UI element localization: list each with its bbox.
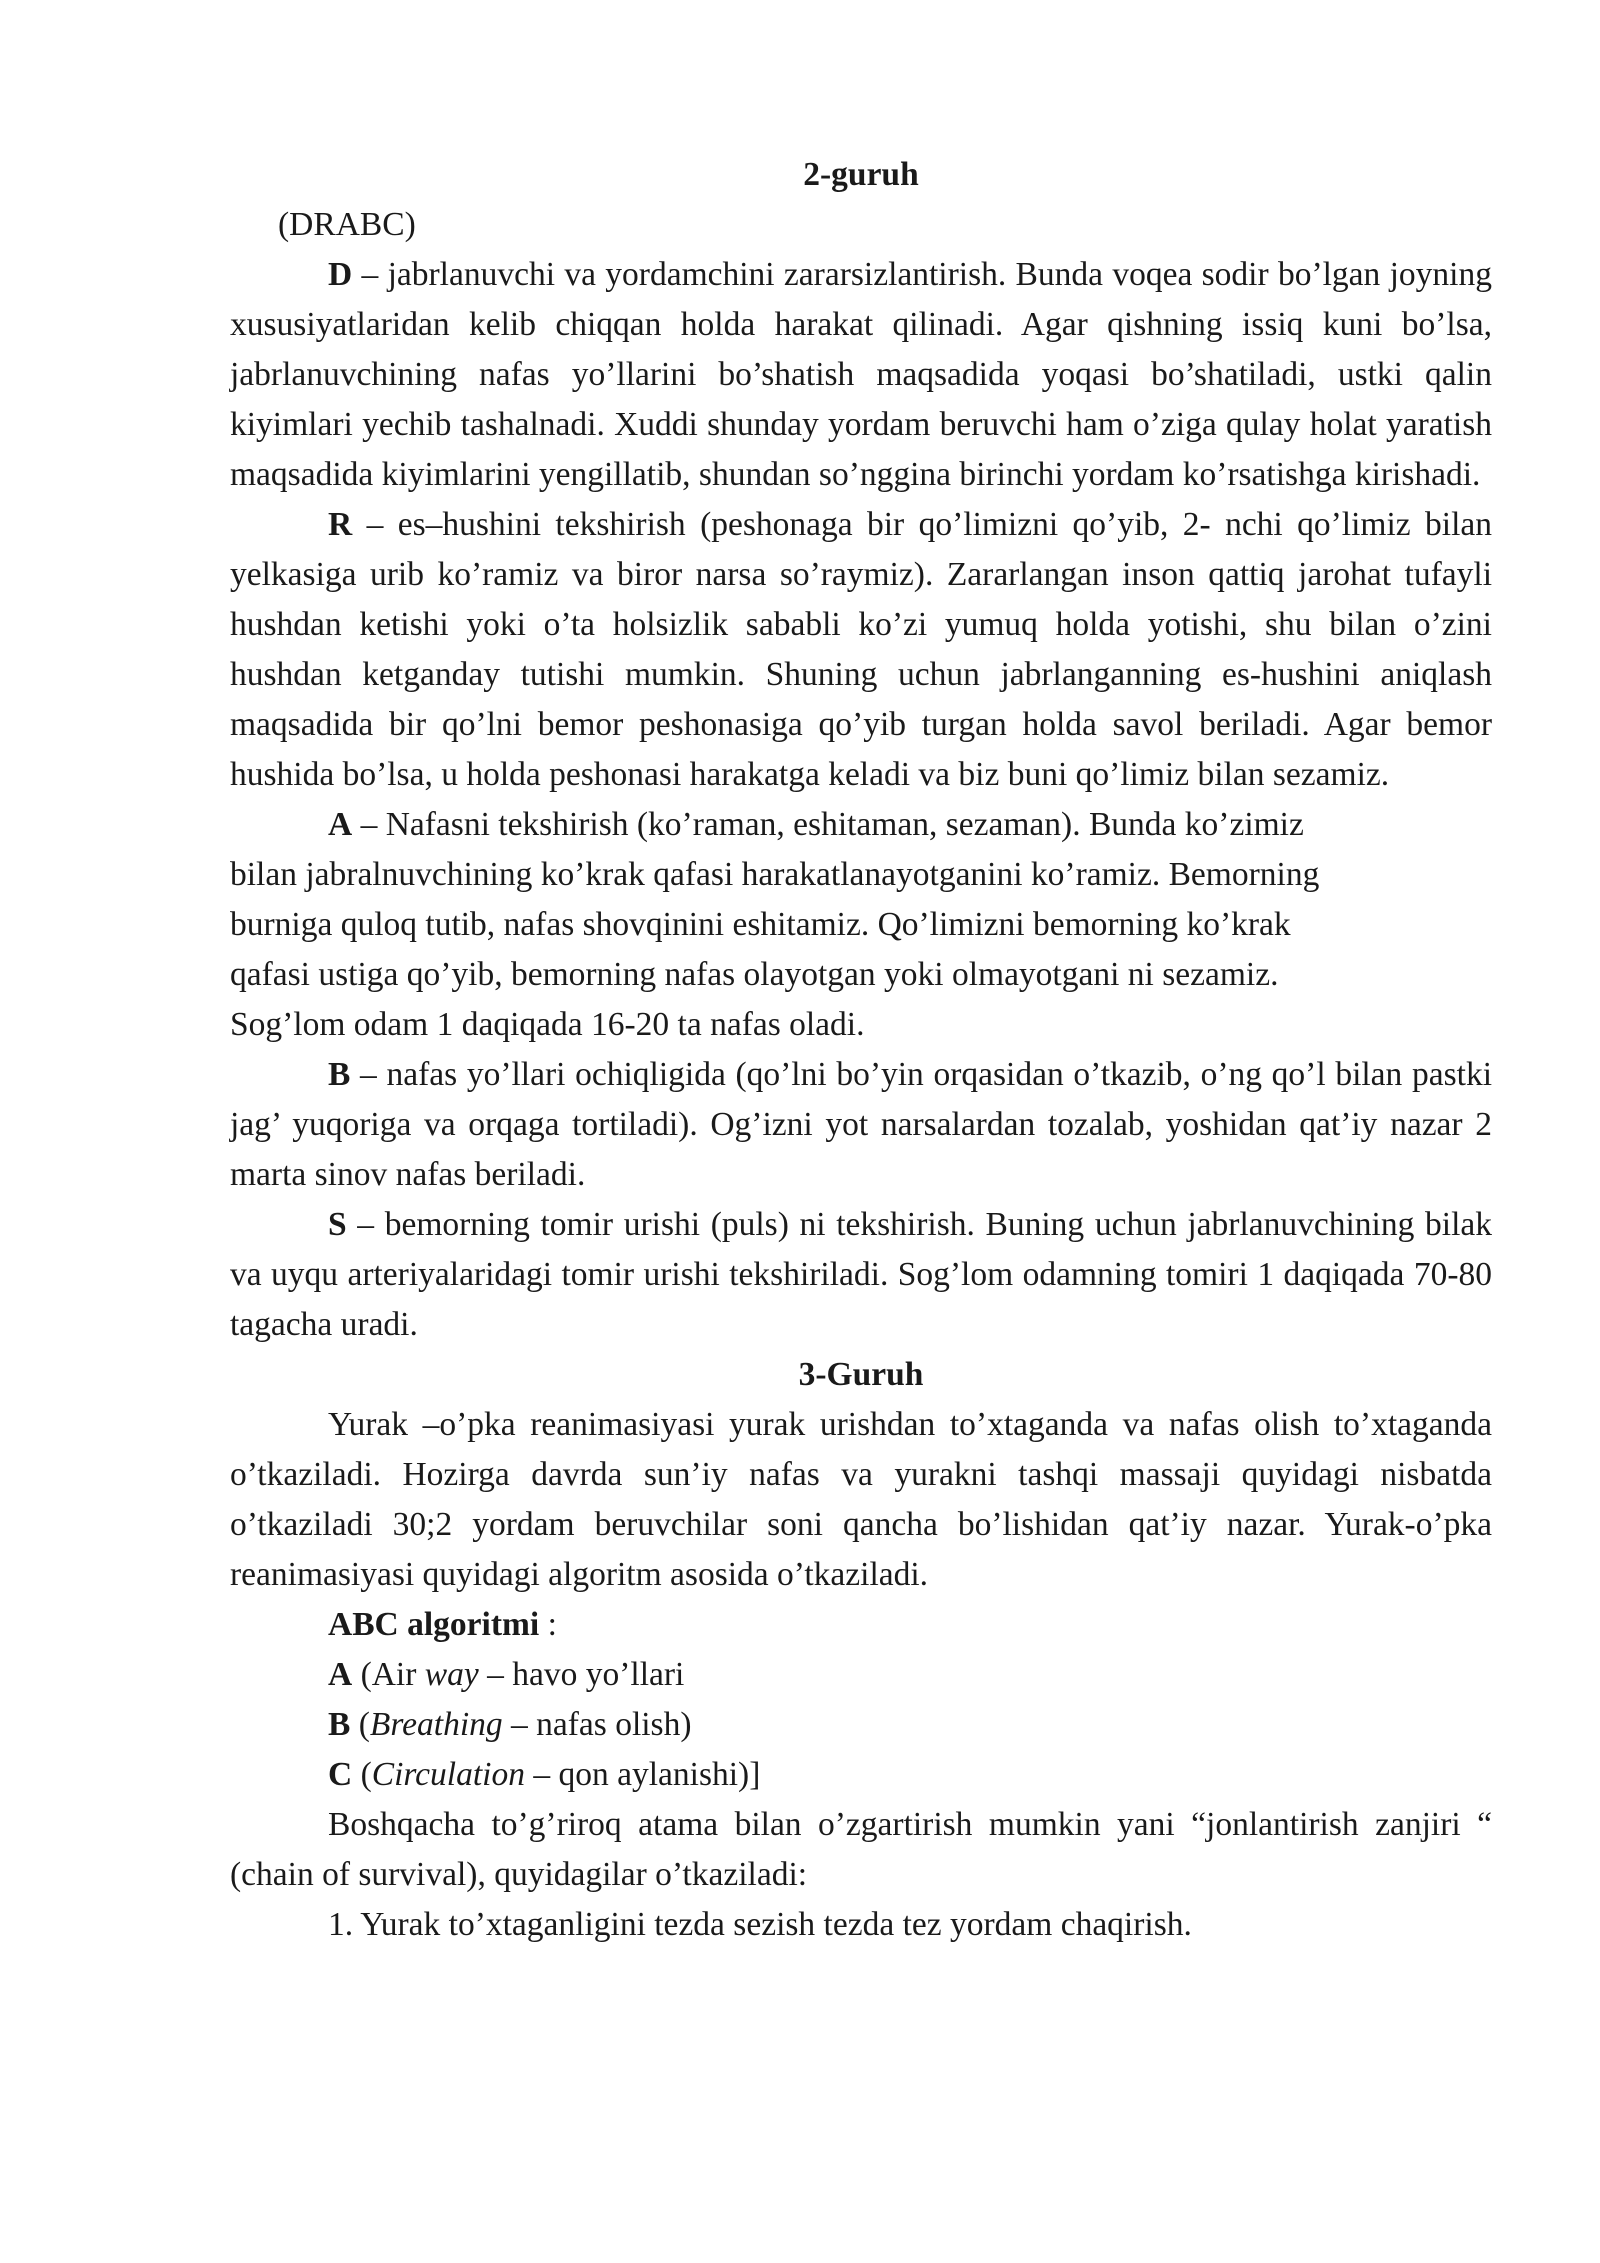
paragraph-d	[230, 250, 1492, 500]
abc-item-a-letter: A	[328, 1656, 353, 1693]
abc-item-b-italic: Breathing	[369, 1706, 503, 1743]
document-page	[230, 150, 1492, 1950]
paragraph-s	[230, 1200, 1492, 1350]
abc-item-a-italic: way	[424, 1656, 479, 1693]
letter-r: R	[328, 506, 353, 543]
abc-item-c-open: (	[352, 1756, 372, 1793]
paragraph-a-text: – Nafasni tekshirish (ko’raman, eshitaman, sezaman). Bunda ko’zimiz	[352, 806, 1304, 843]
abc-colon: :	[539, 1606, 557, 1643]
abc-title-line	[230, 1600, 1492, 1650]
paragraph-yurak: Yurak –o’pka reanimasiyasi yurak urishdan to’xtaganda va nafas olish to’xtaganda o’tkaziladi. Hozirga davrda sun’iy nafas va yurakni tashqi massaji quyidagi nisbatda o’tkaziladi 30;2 yordam beruvchilar soni qancha bo’lishidan qat’iy nazar. Yurak-o’pka reanimasiyasi quyidagi algoritm asosida o’tkaziladi.	[230, 1406, 1492, 1593]
letter-d: D	[328, 256, 353, 293]
abc-title: ABC algoritmi	[328, 1606, 540, 1643]
list-item-1: 1. Yurak to’xtaganligini tezda sezish tezda tez yordam chaqirish.	[328, 1906, 1192, 1943]
letter-a: A	[328, 806, 353, 843]
paragraph-a-line: Sog’lom odam 1 daqiqada 16-20 ta nafas oladi.	[230, 1006, 865, 1043]
section-heading-2-guruh: 2-guruh	[803, 156, 919, 193]
drabc-label: (DRABC)	[278, 206, 416, 243]
paragraph-boshqacha: Boshqacha to’g’riroq atama bilan o’zgartirish mumkin yani “jonlantirish zanjiri “ (chain of survival), quyidagilar o’tkaziladi:	[230, 1806, 1492, 1893]
paragraph-a-line: burniga quloq tutib, nafas shovqinini eshitamiz. Qo’limizni bemorning ko’krak	[230, 906, 1291, 943]
paragraph-a	[230, 800, 1492, 1050]
abc-item-c	[230, 1750, 1492, 1800]
paragraph-r	[230, 500, 1492, 800]
abc-item-c-rest: – qon aylanishi)]	[524, 1756, 761, 1793]
paragraph-b	[230, 1050, 1492, 1200]
paragraph-d-text: – jabrlanuvchi va yordamchini zararsizlantirish. Bunda voqea sodir bo’lgan joyning xususiyatlaridan kelib chiqqan holda harakat qilinadi. Agar qishning issiq kuni bo’lsa, jabrlanuvchining nafas yo’llarini bo’shatish maqsadida yoqasi bo’shatiladi, ustki qalin kiyimlari yechib tashalnadi. Xuddi shunday yordam beruvchi ham o’ziga qulay holat yaratish maqsadida kiyimlarini yengillatib, shundan so’nggina birinchi yordam ko’rsatishga kirishadi.	[230, 256, 1492, 493]
abc-item-a	[230, 1650, 1492, 1700]
paragraph-r-text: – es–hushini tekshirish (peshonaga bir qo’limizni qo’yib, 2- nchi qo’limiz bilan yelkasiga urib ko’ramiz va biror narsa so’raymiz). Zararlangan inson qattiq jarohat tufayli hushdan ketishi yoki o’ta holsizlik sababli ko’zi yumuq holda yotishi, shu bilan o’zini hushdan ketganday tutishi mumkin. Shuning uchun jabrlanganning es-hushini aniqlash maqsadida bir qo’lni bemor peshonasiga qo’yib turgan holda savol beriladi. Agar bemor hushida bo’lsa, u holda peshonasi harakatga keladi va biz buni qo’limiz bilan sezamiz.	[230, 506, 1492, 793]
paragraph-a-line: qafasi ustiga qo’yib, bemorning nafas olayotgan yoki olmayotgani ni sezamiz.	[230, 956, 1279, 993]
paragraph-b-text: – nafas yo’llari ochiqligida (qo’lni bo’yin orqasidan o’tkazib, o’ng qo’l bilan pastki jag’ yuqoriga va orqaga tortiladi). Og’izni yot narsalardan tozalab, yoshidan qat’iy nazar 2 marta sinov nafas beriladi.	[230, 1056, 1492, 1193]
abc-item-c-letter: C	[328, 1756, 353, 1793]
paragraph-a-line: bilan jabralnuvchining ko’krak qafasi harakatlanayotganini ko’ramiz. Bemorning	[230, 856, 1320, 893]
abc-item-b-rest: – nafas olish)	[502, 1706, 692, 1743]
abc-item-a-rest: – havo yo’llari	[478, 1656, 685, 1693]
section-heading-3-guruh: 3-Guruh	[798, 1356, 924, 1393]
abc-item-a-open: (Air	[352, 1656, 425, 1693]
letter-s: S	[328, 1206, 347, 1243]
abc-item-b-letter: B	[328, 1706, 351, 1743]
abc-item-c-italic: Circulation	[371, 1756, 525, 1793]
paragraph-a-line	[230, 800, 1492, 850]
paragraph-s-text: – bemorning tomir urishi (puls) ni tekshirish. Buning uchun jabrlanuvchining bilak va uyqu arteriyalaridagi tomir urishi tekshiriladi. Sog’lom odamning tomiri 1 daqiqada 70-80 tagacha uradi.	[230, 1206, 1492, 1343]
abc-item-b-open: (	[350, 1706, 370, 1743]
letter-b: B	[328, 1056, 351, 1093]
abc-item-b	[230, 1700, 1492, 1750]
